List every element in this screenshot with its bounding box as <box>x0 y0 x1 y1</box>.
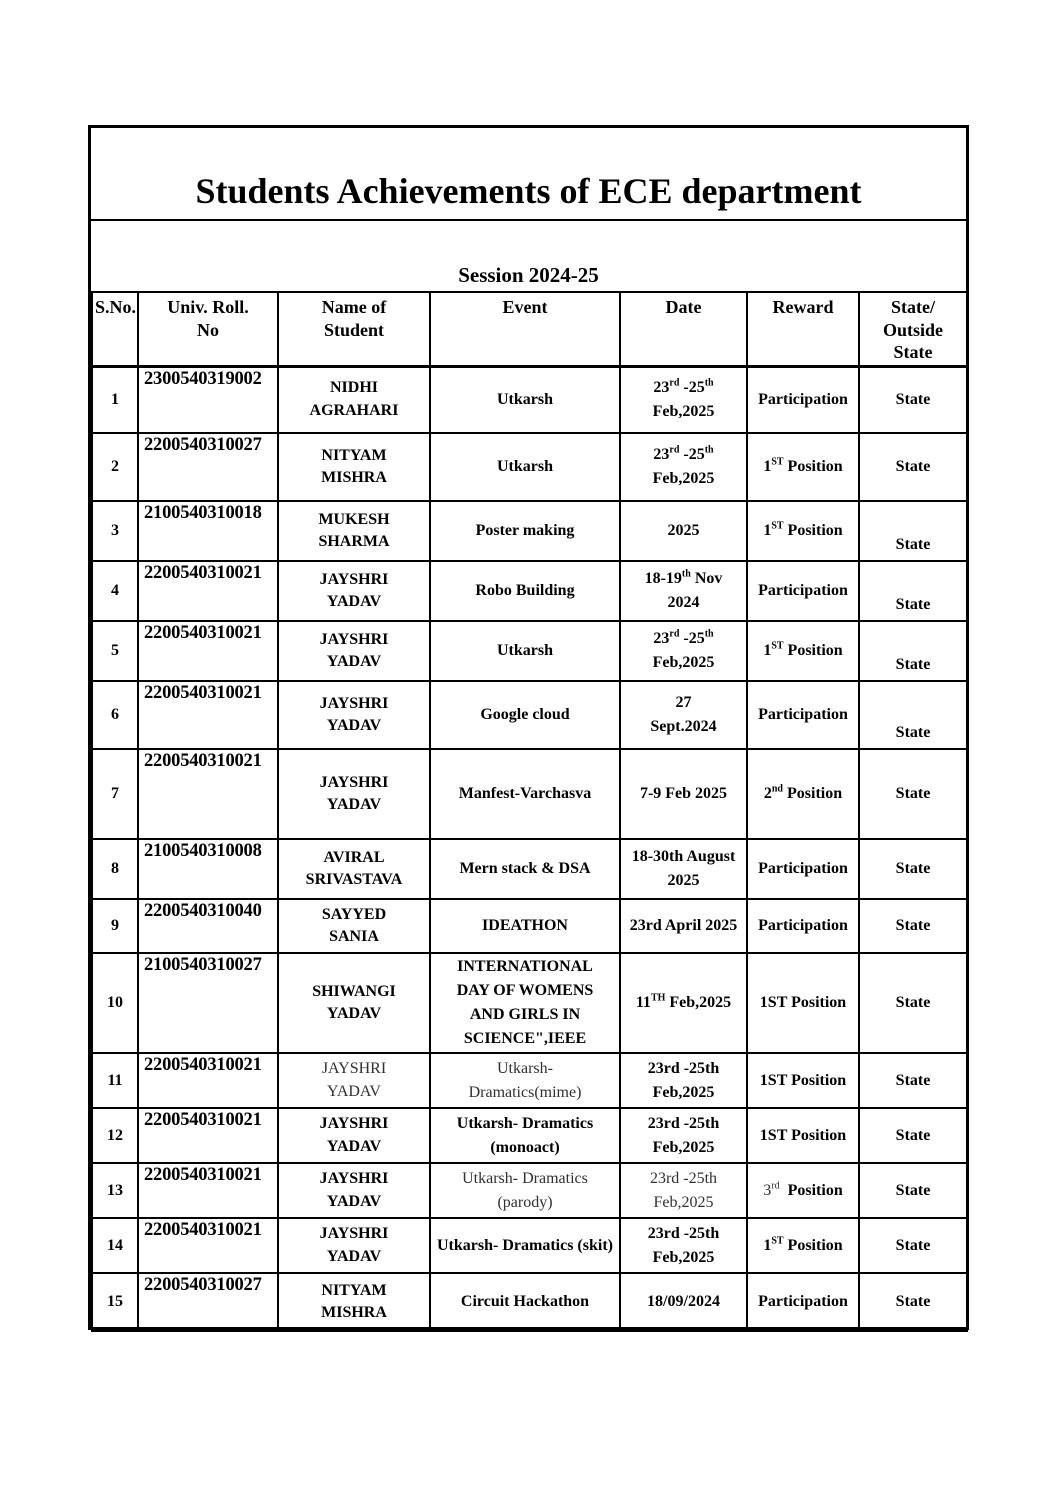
reward-cell: 1ST Position <box>747 501 859 561</box>
event-cell: Utkarsh- Dramatics(mime) <box>430 1053 620 1108</box>
date-cell: 23rd -25th Feb,2025 <box>620 1053 747 1108</box>
table-head <box>92 292 967 366</box>
header-cell-name: Name of Student <box>278 292 430 366</box>
header-cell-sno: S.No. <box>92 292 138 366</box>
event-cell: Utkarsh <box>430 366 620 433</box>
table-row <box>92 749 967 839</box>
sno-cell: 7 <box>92 749 138 839</box>
table-row <box>92 621 967 681</box>
date-cell: 23rd -25th Feb,2025 <box>620 433 747 501</box>
name-cell: AVIRAL SRIVASTAVA <box>278 839 430 899</box>
sno-cell: 3 <box>92 501 138 561</box>
event-cell: Utkarsh <box>430 433 620 501</box>
roll-cell: 2100540310027 <box>138 953 278 1053</box>
name-cell: SAYYED SANIA <box>278 899 430 953</box>
event-cell: Utkarsh <box>430 621 620 681</box>
date-cell: 23rd -25th Feb,2025 <box>620 621 747 681</box>
roll-cell: 2200540310021 <box>138 681 278 749</box>
header-cell-reward: Reward <box>747 292 859 366</box>
table-row <box>92 1163 967 1218</box>
sno-cell: 4 <box>92 561 138 621</box>
name-cell: NITYAM MISHRA <box>278 433 430 501</box>
sno-cell: 2 <box>92 433 138 501</box>
date-cell: 23rd -25th Feb,2025 <box>620 366 747 433</box>
roll-cell: 2100540310018 <box>138 501 278 561</box>
roll-cell: 2200540310021 <box>138 1218 278 1273</box>
roll-cell: 2200540310021 <box>138 561 278 621</box>
state-cell: State <box>859 953 967 1053</box>
date-cell: 7-9 Feb 2025 <box>620 749 747 839</box>
state-cell: State <box>859 561 967 621</box>
event-cell: Google cloud <box>430 681 620 749</box>
state-cell: State <box>859 1108 967 1163</box>
date-cell: 23rd -25th Feb,2025 <box>620 1218 747 1273</box>
state-cell: State <box>859 621 967 681</box>
table-row <box>92 1108 967 1163</box>
table-body <box>92 366 967 1331</box>
date-cell: 23rd April 2025 <box>620 899 747 953</box>
date-cell: 2025 <box>620 501 747 561</box>
table-row <box>92 953 967 1053</box>
state-cell: State <box>859 366 967 433</box>
event-cell: INTERNATIONAL DAY OF WOMENS AND GIRLS IN SCIENCE",IEEE <box>430 953 620 1053</box>
date-cell: 18-19th Nov 2024 <box>620 561 747 621</box>
name-cell: NITYAM MISHRA <box>278 1273 430 1331</box>
name-cell: JAYSHRI YADAV <box>278 749 430 839</box>
roll-cell: 2200540310040 <box>138 899 278 953</box>
document-frame <box>88 125 969 1330</box>
reward-cell: Participation <box>747 839 859 899</box>
reward-cell: Participation <box>747 561 859 621</box>
reward-cell: Participation <box>747 1273 859 1331</box>
event-cell: Utkarsh- Dramatics (monoact) <box>430 1108 620 1163</box>
reward-cell: 1ST Position <box>747 1108 859 1163</box>
sno-cell: 8 <box>92 839 138 899</box>
reward-cell: Participation <box>747 899 859 953</box>
table-row <box>92 899 967 953</box>
reward-cell: 1ST Position <box>747 1218 859 1273</box>
table-row <box>92 561 967 621</box>
name-cell: JAYSHRI YADAV <box>278 1163 430 1218</box>
name-cell: JAYSHRI YADAV <box>278 1108 430 1163</box>
session-section <box>91 221 966 291</box>
sno-cell: 13 <box>92 1163 138 1218</box>
roll-cell: 2100540310008 <box>138 839 278 899</box>
table-row <box>92 839 967 899</box>
sno-cell: 12 <box>92 1108 138 1163</box>
reward-cell: 1ST Position <box>747 953 859 1053</box>
session-heading: Session 2024-25 <box>458 263 599 287</box>
event-cell: Utkarsh- Dramatics (parody) <box>430 1163 620 1218</box>
sno-cell: 6 <box>92 681 138 749</box>
name-cell: JAYSHRI YADAV <box>278 561 430 621</box>
reward-cell: Participation <box>747 681 859 749</box>
event-cell: Robo Building <box>430 561 620 621</box>
event-cell: Circuit Hackathon <box>430 1273 620 1331</box>
header-cell-state: State/ Outside State <box>859 292 967 366</box>
roll-cell: 2200540310021 <box>138 1163 278 1218</box>
roll-cell: 2200540310021 <box>138 1053 278 1108</box>
roll-cell: 2200540310021 <box>138 1108 278 1163</box>
header-cell-event: Event <box>430 292 620 366</box>
reward-cell: 1ST Position <box>747 621 859 681</box>
sno-cell: 1 <box>92 366 138 433</box>
roll-cell: 2200540310021 <box>138 621 278 681</box>
reward-cell: Participation <box>747 366 859 433</box>
date-cell: 18/09/2024 <box>620 1273 747 1331</box>
table-row <box>92 1218 967 1273</box>
event-cell: Mern stack & DSA <box>430 839 620 899</box>
roll-cell: 2200540310021 <box>138 749 278 839</box>
name-cell: JAYSHRI YADAV <box>278 621 430 681</box>
roll-cell: 2300540319002 <box>138 366 278 433</box>
table-row <box>92 1273 967 1331</box>
name-cell: JAYSHRI YADAV <box>278 681 430 749</box>
reward-cell: 2nd Position <box>747 749 859 839</box>
date-cell: 23rd -25th Feb,2025 <box>620 1163 747 1218</box>
achievements-table <box>91 291 968 1332</box>
table-row <box>92 366 967 433</box>
page-title: Students Achievements of ECE department <box>195 171 862 211</box>
table-row <box>92 433 967 501</box>
state-cell: State <box>859 681 967 749</box>
reward-cell: 1ST Position <box>747 1053 859 1108</box>
event-cell: Utkarsh- Dramatics (skit) <box>430 1218 620 1273</box>
reward-cell: 3rd Position <box>747 1163 859 1218</box>
date-cell: 18-30th August 2025 <box>620 839 747 899</box>
date-cell: 11TH Feb,2025 <box>620 953 747 1053</box>
event-cell: IDEATHON <box>430 899 620 953</box>
roll-cell: 2200540310027 <box>138 1273 278 1331</box>
header-cell-roll: Univ. Roll. No <box>138 292 278 366</box>
name-cell: NIDHI AGRAHARI <box>278 366 430 433</box>
state-cell: State <box>859 1163 967 1218</box>
sno-cell: 11 <box>92 1053 138 1108</box>
name-cell: MUKESH SHARMA <box>278 501 430 561</box>
table-row <box>92 1053 967 1108</box>
name-cell: JAYSHRI YADAV <box>278 1218 430 1273</box>
sno-cell: 10 <box>92 953 138 1053</box>
event-cell: Poster making <box>430 501 620 561</box>
table-row <box>92 501 967 561</box>
header-cell-date: Date <box>620 292 747 366</box>
table-row <box>92 681 967 749</box>
reward-cell: 1ST Position <box>747 433 859 501</box>
date-cell: 27 Sept.2024 <box>620 681 747 749</box>
sno-cell: 9 <box>92 899 138 953</box>
sno-cell: 14 <box>92 1218 138 1273</box>
state-cell: State <box>859 749 967 839</box>
roll-cell: 2200540310027 <box>138 433 278 501</box>
state-cell: State <box>859 839 967 899</box>
name-cell: SHIWANGI YADAV <box>278 953 430 1053</box>
state-cell: State <box>859 899 967 953</box>
name-cell: JAYSHRI YADAV <box>278 1053 430 1108</box>
event-cell: Manfest-Varchasva <box>430 749 620 839</box>
state-cell: State <box>859 501 967 561</box>
state-cell: State <box>859 1273 967 1331</box>
header-row <box>92 292 967 366</box>
state-cell: State <box>859 1053 967 1108</box>
sno-cell: 5 <box>92 621 138 681</box>
title-section <box>91 128 966 221</box>
date-cell: 23rd -25th Feb,2025 <box>620 1108 747 1163</box>
state-cell: State <box>859 433 967 501</box>
sno-cell: 15 <box>92 1273 138 1331</box>
state-cell: State <box>859 1218 967 1273</box>
